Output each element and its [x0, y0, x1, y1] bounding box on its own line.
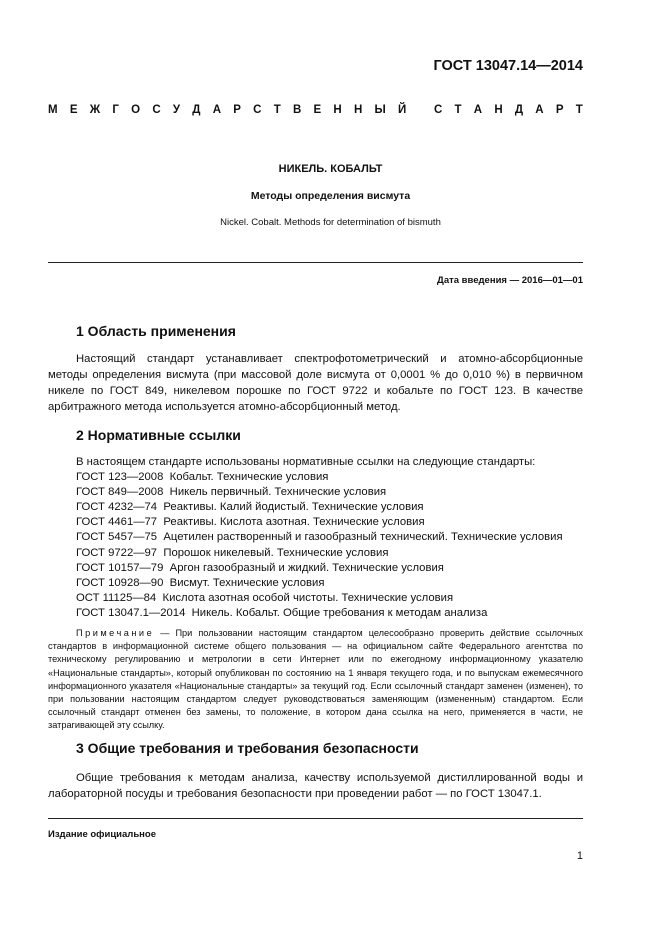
title-divider [48, 262, 583, 263]
reference-title: Никель первичный. Технические условия [169, 486, 387, 499]
interstate-standard-band [48, 104, 583, 116]
reference-title: Аргон газообразный и жидкий. Технические условия [169, 561, 444, 574]
reference-title: Реактивы. Калий йодистый. Технические условия [163, 501, 424, 514]
introduction-date: Дата введения — 2016—01—01 [437, 275, 583, 286]
band-letter: Е [313, 104, 322, 116]
band-letter: У [172, 104, 181, 116]
band-letter [419, 104, 422, 116]
reference-title: Реактивы. Кислота азотная. Технические условия [163, 516, 425, 529]
reference-code: ГОСТ 13047.1—2014 [76, 606, 186, 619]
reference-item [76, 515, 563, 530]
reference-title: Ацетилен растворенный и газообразный технический. Технические условия [163, 531, 563, 544]
references-intro: В настоящем стандарте использованы нормативные ссылки на следующие стандарты: [76, 456, 536, 468]
band-letter: А [473, 104, 483, 116]
band-letter: Т [575, 104, 583, 116]
band-letter: О [131, 104, 141, 116]
footer-divider [48, 818, 583, 819]
band-letter: А [212, 104, 222, 116]
band-letter: Н [494, 104, 503, 116]
reference-item [76, 606, 563, 621]
document-subtitle: Методы определения висмута [250, 190, 411, 202]
reference-item [76, 470, 563, 485]
reference-item [76, 576, 563, 591]
section-1-heading: 1 Область применения [76, 323, 236, 339]
reference-code: ГОСТ 4232—74 [76, 501, 158, 514]
reference-item [76, 530, 563, 545]
reference-item [76, 561, 563, 576]
normative-references-list [76, 455, 563, 621]
reference-item [76, 591, 563, 606]
reference-code: ГОСТ 9722—97 [76, 546, 158, 559]
band-letter: А [535, 104, 544, 116]
reference-title: Никель. Кобальт. Общие требования к методам анализа [191, 606, 488, 619]
official-edition-label: Издание официальное [48, 829, 156, 840]
band-letter: Г [112, 104, 119, 116]
reference-code: ГОСТ 5457—75 [76, 531, 158, 544]
band-letter: Д [192, 104, 201, 116]
reference-title: Висмут. Технические условия [169, 576, 325, 589]
note-text: — При пользовании настоящим стандартом целесообразно проверить действие ссылочных стандартов в информационной системе общего пользования — на официальном сайте Федерального агентства по техническому регулированию и метрологии в сети Интернет или по ежегодному информационному указателю «Национальные стандарты», который опубликован по состоянию на 1 января текущего года, и по выпускам ежемесячного информационного указателя «Национальные стандарты» за текущий год. Если ссылочный стандарт заменен (изменен), то при пользовании настоящим стандартом следует руководствоваться заменяющим (измененным) стандартом. Если ссылочный стандарт отменен без замены, то положение, в котором дана ссылка на него, применяется в части, не затрагивающей эту ссылку. [48, 628, 583, 731]
reference-item [76, 485, 563, 500]
reference-code: ГОСТ 849—2008 [76, 486, 164, 499]
section-2-heading: 2 Нормативные ссылки [76, 427, 241, 443]
section-1-paragraph: Настоящий стандарт устанавливает спектрофотометрический и атомно-абсорбционные методы определения висмута (при массовой доле висмута от 0,0001 % до 0,010 %) в первичном никеле по ГОСТ 849, никелевом порошке по ГОСТ 9722 и кобальте по ГОСТ 123. В качестве арбитражного метода используется атомно-абсорбционный метод. [48, 353, 583, 414]
reference-title: Порошок никелевый. Технические условия [163, 546, 389, 559]
standard-number: ГОСТ 13047.14—2014 [433, 58, 583, 74]
document-title-english: Nickel. Cobalt. Methods for determination of bismuth [220, 217, 441, 228]
reference-code: ГОСТ 123—2008 [76, 471, 164, 484]
reference-code: ГОСТ 4461—77 [76, 516, 158, 529]
band-letter: М [48, 104, 58, 116]
reference-code: ГОСТ 10157—79 [76, 561, 164, 574]
band-letter: С [152, 104, 161, 116]
band-letter: Т [454, 104, 462, 116]
band-letter: Р [233, 104, 241, 116]
band-letter: Е [69, 104, 78, 116]
note-label: Примечание [76, 628, 155, 638]
band-letter: Д [514, 104, 524, 116]
band-letter: Н [353, 104, 363, 116]
band-letter: Т [273, 104, 281, 116]
band-letter: Ы [374, 104, 386, 116]
reference-title: Кислота азотная особой чистоты. Технические условия [162, 591, 454, 604]
references-note [48, 627, 583, 733]
band-letter: Й [398, 104, 407, 116]
page-number: 1 [576, 850, 583, 862]
reference-item [76, 546, 563, 561]
reference-title: Кобальт. Технические условия [169, 471, 329, 484]
section-3-paragraph: Общие требования к методам анализа, качеству используемой дистиллированной воды и лабораторной посуды и требования безопасности при проведении работ — по ГОСТ 13047.1. [48, 772, 583, 801]
reference-code: ГОСТ 10928—90 [76, 576, 164, 589]
section-3-heading: 3 Общие требования и требования безопасности [76, 740, 419, 756]
band-letter: Р [555, 104, 564, 116]
reference-code: ОСТ 11125—84 [76, 591, 157, 604]
reference-item [76, 500, 563, 515]
band-letter: С [433, 104, 443, 116]
band-letter: В [292, 104, 302, 116]
band-letter: С [253, 104, 262, 116]
band-letter: Ж [89, 104, 101, 116]
band-letter: Н [333, 104, 342, 116]
document-title: НИКЕЛЬ. КОБАЛЬТ [278, 163, 383, 175]
